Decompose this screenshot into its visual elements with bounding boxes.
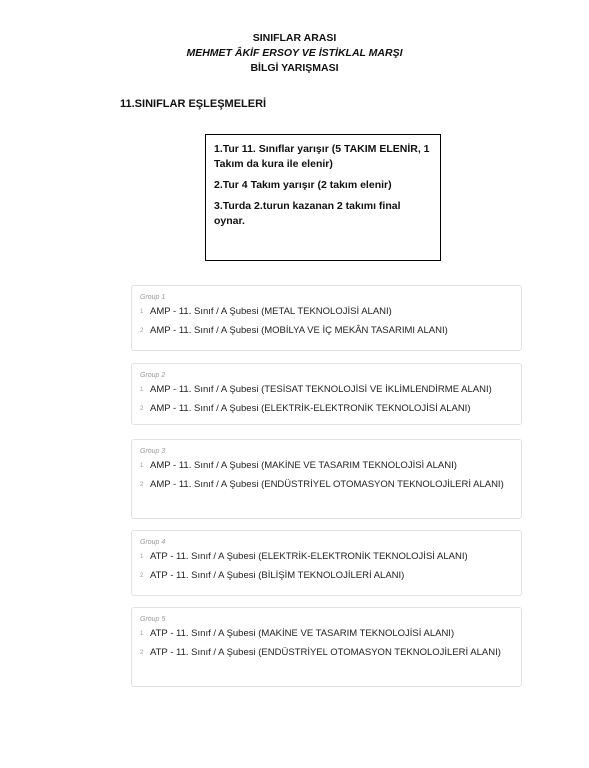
team-item	[140, 550, 511, 563]
group-card-1	[131, 285, 522, 351]
group-label: Group 4	[140, 539, 166, 546]
team-item	[140, 459, 511, 472]
document-header	[0, 31, 589, 76]
item-number: 2	[140, 572, 144, 579]
group-card-4	[131, 530, 522, 596]
team-name: AMP - 11. Sınıf / A Şubesi (TESİSAT TEKNOLOJİSİ VE İKLİMLENDİRME ALANI)	[150, 384, 492, 395]
group-card-2	[131, 363, 522, 425]
rule-3: 3.Turda 2.turun kazanan 2 takımı final oynar.	[214, 200, 401, 227]
team-item	[140, 569, 511, 582]
team-item	[140, 402, 511, 415]
rule-1: 1.Tur 11. Sınıflar yarışır (5 TAKIM ELENİR, 1 Takım da kura ile elenir)	[214, 143, 430, 170]
group-label: Group 3	[140, 448, 166, 455]
item-number: 1	[140, 308, 144, 315]
team-name: AMP - 11. Sınıf / A Şubesi (METAL TEKNOLOJİSİ ALANI)	[150, 306, 392, 317]
group-card-5	[131, 607, 522, 687]
item-number: 2	[140, 327, 144, 334]
team-name: ATP - 11. Sınıf / A Şubesi (ENDÜSTRİYEL OTOMASYON TEKNOLOJİLERİ ALANI)	[150, 647, 501, 658]
item-number: 2	[140, 405, 144, 412]
team-name: AMP - 11. Sınıf / A Şubesi (ELEKTRİK-ELEKTRONİK TEKNOLOJİSİ ALANI)	[150, 403, 471, 414]
team-item	[140, 646, 511, 659]
group-card-3	[131, 439, 522, 519]
rule-2: 2.Tur 4 Takım yarışır (2 takım elenir)	[214, 179, 392, 191]
header-line-3: BİLGİ YARIŞMASI	[250, 62, 339, 74]
rules-box	[205, 134, 441, 261]
team-name: AMP - 11. Sınıf / A Şubesi (MAKİNE VE TASARIM TEKNOLOJİSİ ALANI)	[150, 460, 457, 471]
team-item	[140, 627, 511, 640]
item-number: 2	[140, 649, 144, 656]
team-name: ATP - 11. Sınıf / A Şubesi (BİLİŞİM TEKNOLOJİLERİ ALANI)	[150, 570, 405, 581]
item-number: 2	[140, 481, 144, 488]
team-item	[140, 383, 511, 396]
header-line-2: MEHMET ÂKİF ERSOY VE İSTİKLAL MARŞI	[186, 47, 403, 59]
header-line-1: SINIFLAR ARASI	[252, 32, 337, 44]
team-name: ATP - 11. Sınıf / A Şubesi (ELEKTRİK-ELEKTRONİK TEKNOLOJİSİ ALANI)	[150, 551, 468, 562]
team-item	[140, 324, 511, 337]
team-name: ATP - 11. Sınıf / A Şubesi (MAKİNE VE TASARIM TEKNOLOJİSİ ALANI)	[150, 628, 455, 639]
section-title: 11.SINIFLAR EŞLEŞMELERİ	[120, 98, 267, 110]
team-item	[140, 478, 511, 491]
item-number: 1	[140, 386, 144, 393]
team-name: AMP - 11. Sınıf / A Şubesi (ENDÜSTRİYEL OTOMASYON TEKNOLOJİLERİ ALANI)	[150, 479, 504, 490]
group-label: Group 1	[140, 294, 166, 301]
group-label: Group 5	[140, 616, 166, 623]
team-name: AMP - 11. Sınıf / A Şubesi (MOBİLYA VE İÇ MEKÂN TASARIMI ALANI)	[150, 325, 448, 336]
item-number: 1	[140, 462, 144, 469]
item-number: 1	[140, 553, 144, 560]
item-number: 1	[140, 630, 144, 637]
team-item	[140, 305, 511, 318]
group-label: Group 2	[140, 372, 166, 379]
